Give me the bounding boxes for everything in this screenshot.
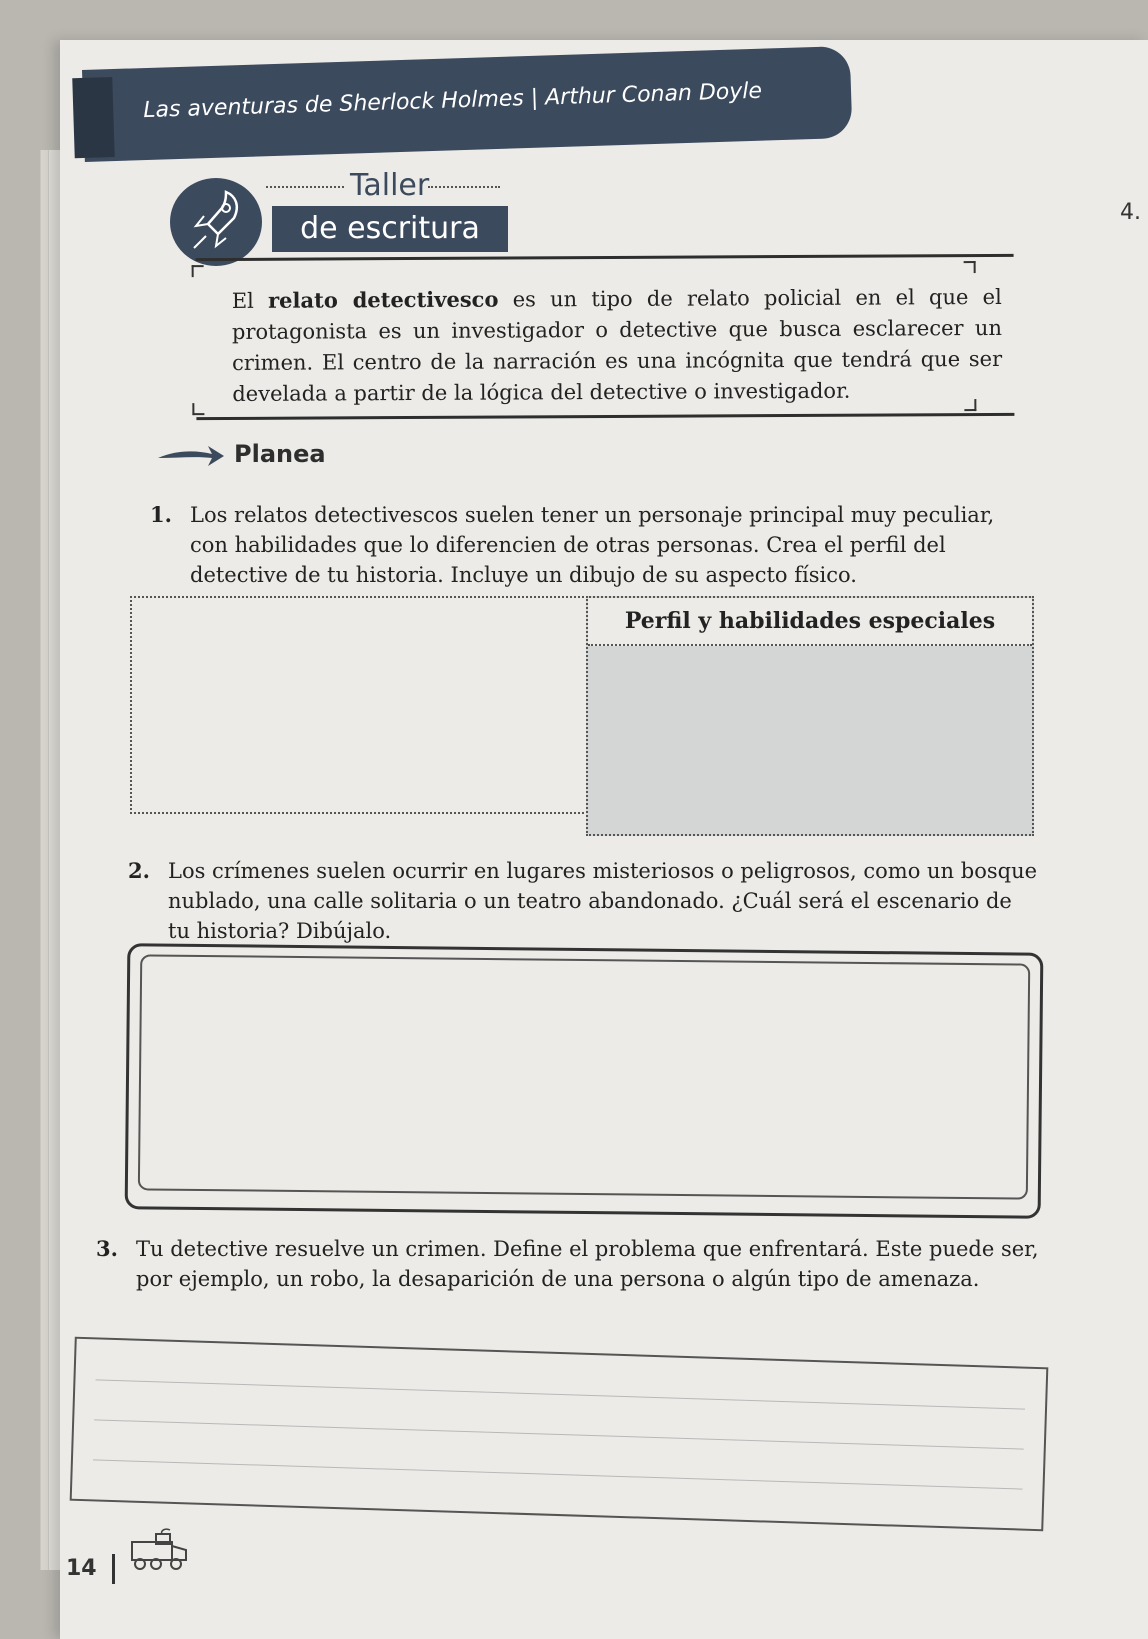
detective-drawing-area[interactable] [130,596,588,814]
problem-answer-box[interactable] [70,1337,1049,1532]
definition-term: relato detectivesco [268,286,499,313]
activity-2 [128,856,1038,948]
profile-table-header: Perfil y habilidades especiales [588,598,1032,646]
arrow-icon [156,444,226,468]
definition-lead: El [231,288,254,313]
definition-text [232,281,1003,410]
profile-writing-area[interactable] [588,646,1032,832]
taller-word: Taller [350,168,430,203]
dotted-rule-left [266,186,344,188]
page-number-divider [112,1554,115,1584]
section-title: Planea [234,440,326,468]
activity-text: Los crímenes suelen ocurrir en lugares misteriosos o peligrosos, como un bosque nublado, una calle solitaria o un teatro abandonado. ¿Cuál será el escenario de tu historia? Dibújalo. [168,859,1038,943]
activity-1 [150,500,1030,592]
rocket-badge [170,178,262,266]
definition-body: es un tipo de relato policial en el que el protagonista es un investigador o detective que busca esclarecer un crimen. El centro de la narración es una incógnita que tendrá que ser develada a partir de la lógica del detective o investigador. [231,284,1003,406]
activity-number: 1. [150,502,172,527]
escritura-label: de escritura [272,206,508,252]
activity-3 [96,1234,1046,1326]
corner-mark [192,265,204,277]
book-title: Las aventuras de Sherlock Holmes | Arthur Conan Doyle [142,78,763,124]
corner-mark [192,403,204,415]
page-number: 14 [66,1556,97,1581]
activity-text: Tu detective resuelve un crimen. Define el problema que enfrentará. Este puede ser, por ejemplo, un robo, la desaparición de una persona o algún tipo de amenaza. [136,1237,1039,1291]
rocket-icon [182,186,248,256]
activity-number: 2. [128,858,150,883]
corner-mark [964,261,976,273]
scene-drawing-frame [125,943,1044,1219]
next-page-number: 4. [1120,200,1141,225]
scene-drawing-area[interactable] [138,954,1030,1199]
train-icon [126,1528,196,1572]
answer-line [93,1459,1023,1489]
activity-number: 3. [96,1236,118,1261]
header-tab [72,77,114,158]
profile-table [586,596,1034,836]
dotted-rule-right [428,186,500,188]
definition-box [196,254,1015,420]
activity-text: Los relatos detectivescos suelen tener un personaje principal muy peculiar, con habilidades que lo diferencien de otras personas. Crea el perfil del detective de tu historia. Incluye un dibujo de su aspecto físico. [190,503,995,587]
answer-line [95,1379,1025,1409]
answer-line [94,1419,1024,1449]
